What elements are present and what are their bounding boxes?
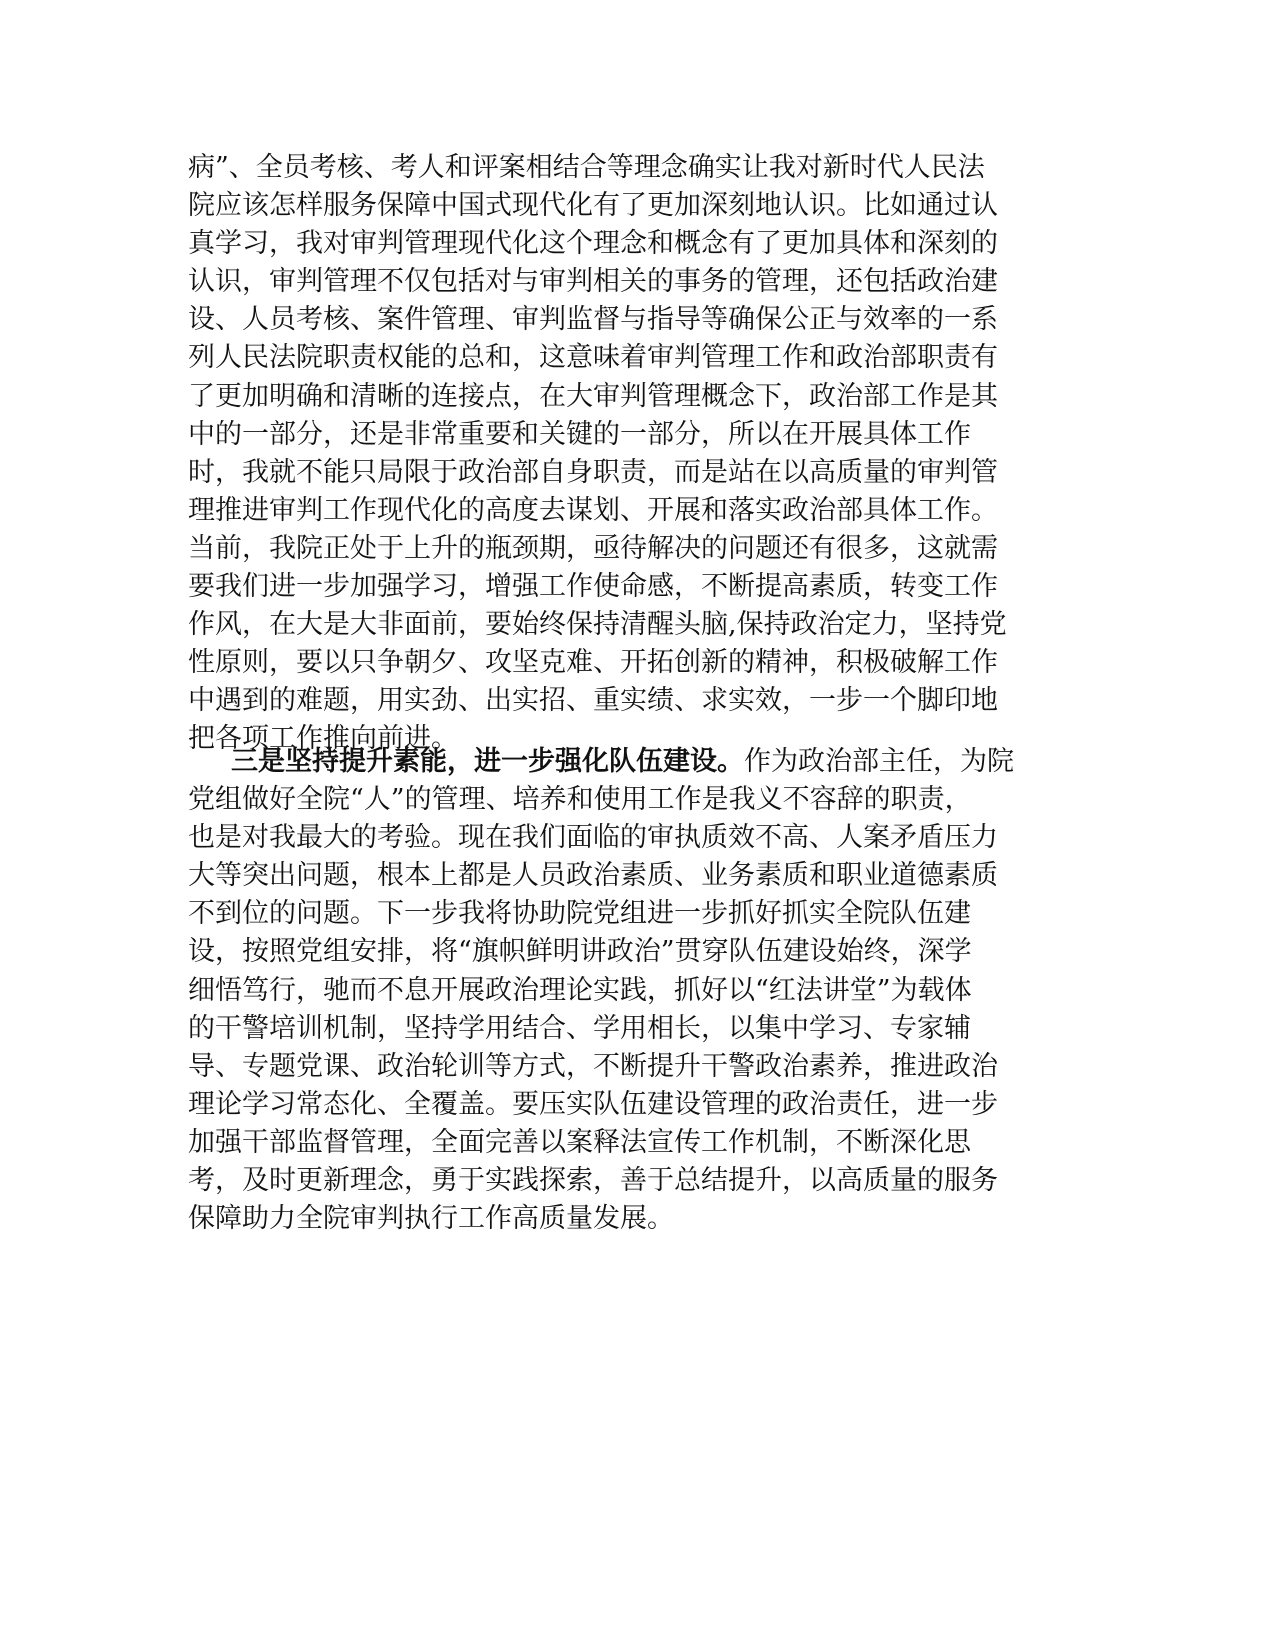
paragraph-line: 考，及时更新理念，勇于实践探索，善于总结提升，以高质量的服务 xyxy=(188,1165,998,1197)
paragraph-line: 设、人员考核、案件管理、审判监督与指导等确保公正与效率的一系 xyxy=(188,304,998,336)
paragraph-line: 加强干部监督管理，全面完善以案释法宣传工作机制，不断深化思 xyxy=(188,1126,971,1158)
paragraph-line: 要我们进一步加强学习，增强工作使命感，不断提高素质，转变工作 xyxy=(188,571,998,603)
paragraph-line: 细悟笃行，驰而不息开展政治理论实践，抓好以“红法讲堂”为载体 xyxy=(188,974,972,1006)
paragraph-line: 设，按照党组安排，将“旗帜鲜明讲政治”贯穿队伍建设始终，深学 xyxy=(188,936,972,968)
paragraph-line: 性原则，要以只争朝夕、攻坚克难、开拓创新的精神，积极破解工作 xyxy=(188,647,998,679)
paragraph-line: 真学习，我对审判管理现代化这个理念和概念有了更加具体和深刻的 xyxy=(188,228,998,260)
paragraph-line: 大等突出问题，根本上都是人员政治素质、业务素质和职业道德素质 xyxy=(188,860,998,892)
paragraph-line: 中遇到的难题，用实劲、出实招、重实绩、求实效，一步一个脚印地 xyxy=(188,685,998,717)
paragraph-line: 不到位的问题。下一步我将协助院党组进一步抓好抓实全院队伍建 xyxy=(188,898,971,930)
paragraph-line: 列人民法院职责权能的总和，这意味着审判管理工作和政治部职责有 xyxy=(188,342,998,374)
paragraph-line: 作风，在大是大非面前，要始终保持清醒头脑,保持政治定力，坚持党 xyxy=(188,609,1007,641)
paragraph-line: 认识，审判管理不仅包括对与审判相关的事务的管理，还包括政治建 xyxy=(188,266,998,298)
paragraph-line: 也是对我最大的考验。现在我们面临的审执质效不高、人案矛盾压力 xyxy=(188,822,998,854)
paragraph-first-line xyxy=(188,743,1068,781)
paragraph-line: 导、专题党课、政治轮训等方式，不断提升干警政治素养，推进政治 xyxy=(188,1050,998,1082)
heading-continuation: 作为政治部主任，为院 xyxy=(744,746,1014,777)
paragraph-line: 保障助力全院审判执行工作高质量发展。 xyxy=(188,1203,674,1235)
paragraph-line: 了更加明确和清晰的连接点，在大审判管理概念下，政治部工作是其 xyxy=(188,380,998,412)
paragraph-line: 当前，我院正处于上升的瓶颈期，亟待解决的问题还有很多，这就需 xyxy=(188,532,998,564)
paragraph-line: 理论学习常态化、全覆盖。要压实队伍建设管理的政治责任，进一步 xyxy=(188,1088,998,1120)
paragraph-line: 院应该怎样服务保障中国式现代化有了更加深刻地认识。比如通过认 xyxy=(188,190,998,222)
paragraph-line: 理推进审判工作现代化的高度去谋划、开展和落实政治部具体工作。 xyxy=(188,494,998,526)
paragraph-line: 中的一部分，还是非常重要和关键的一部分，所以在开展具体工作 xyxy=(188,418,971,450)
paragraph-line: 时，我就不能只局限于政治部自身职责，而是站在以高质量的审判管 xyxy=(188,456,998,488)
paragraph-team-building xyxy=(188,743,1068,1238)
paragraph-line: 的干警培训机制，坚持学用结合、学用相长，以集中学习、专家辅 xyxy=(188,1012,971,1044)
paragraph-line: 病”、全员考核、考人和评案相结合等理念确实让我对新时代人民法 xyxy=(188,152,985,183)
paragraph-continued xyxy=(188,149,1068,759)
paragraph-line: 把各项工作推向前进。 xyxy=(188,723,458,755)
paragraph-line: 党组做好全院“人”的管理、培养和使用工作是我义不容辞的职责， xyxy=(188,784,972,816)
section-heading: 三是坚持提升素能，进一步强化队伍建设。 xyxy=(231,746,744,777)
